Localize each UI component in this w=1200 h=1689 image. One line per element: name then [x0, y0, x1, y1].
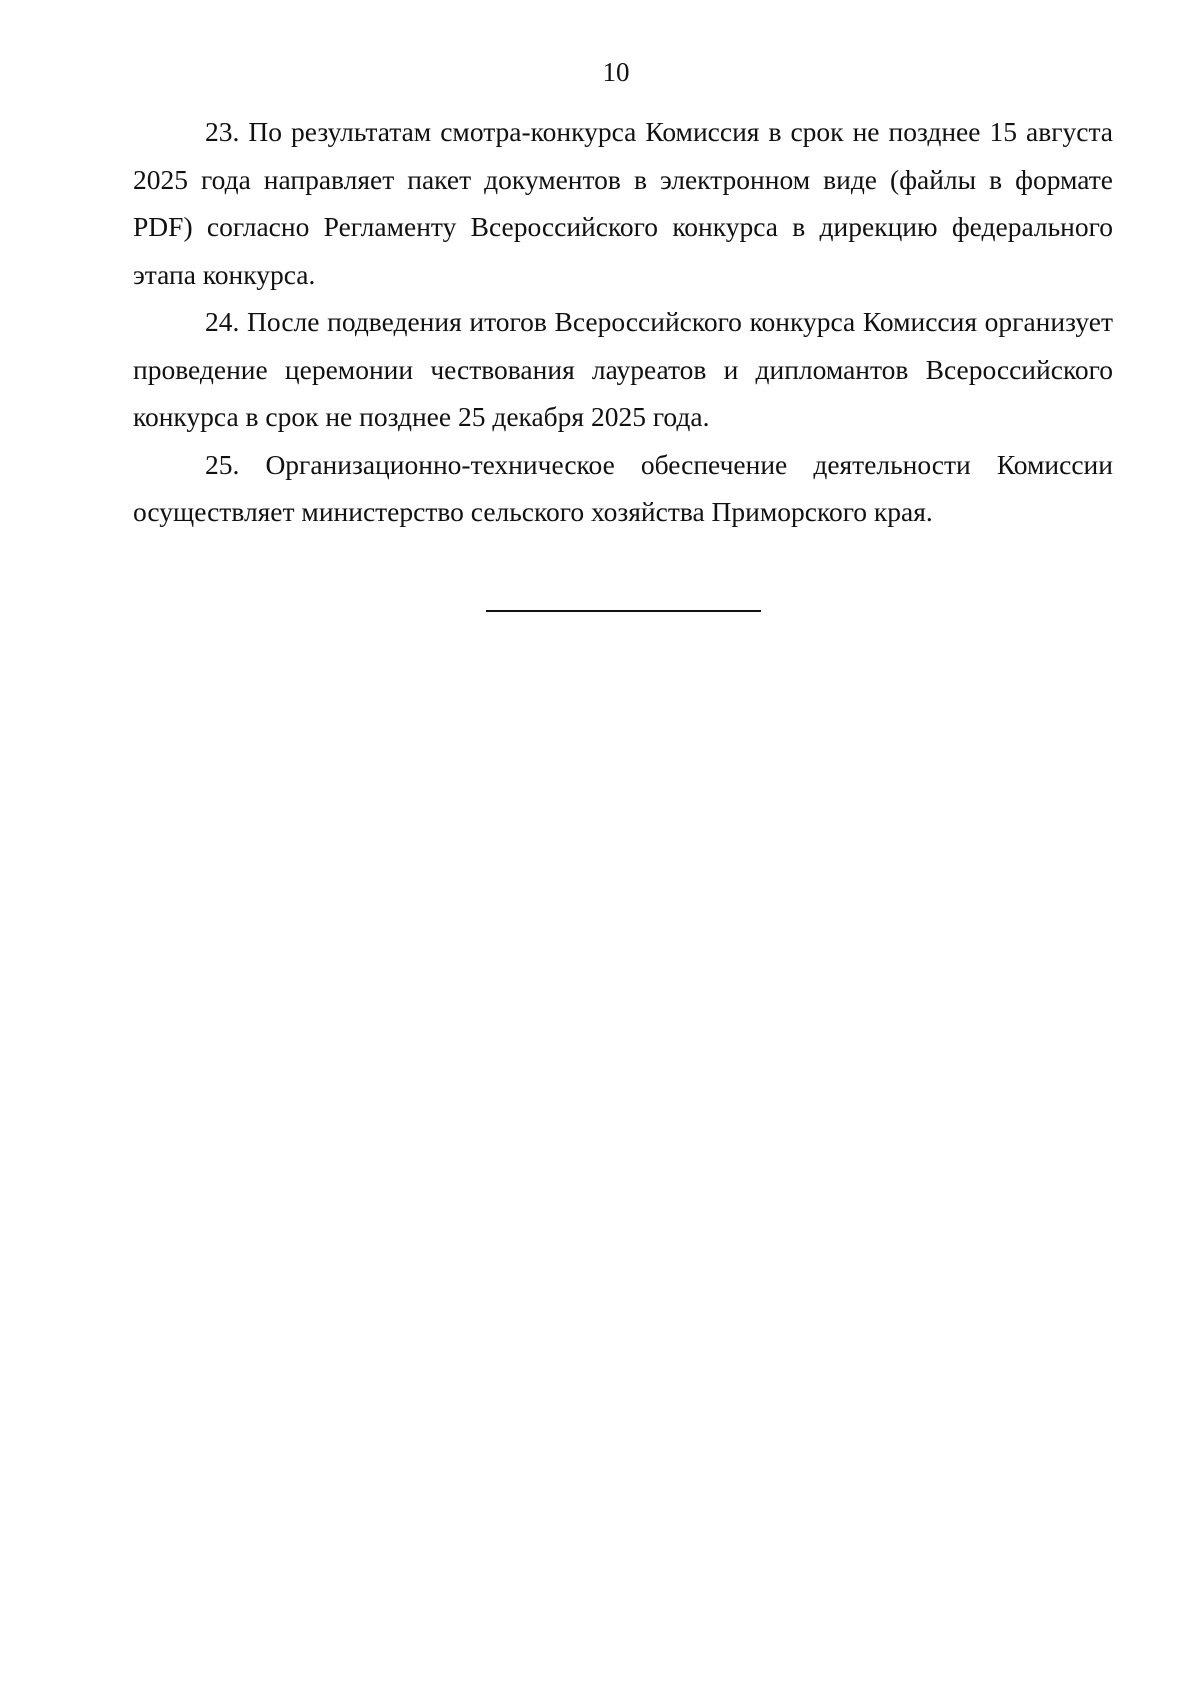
paragraph-25: 25. Организационно-техническое обеспечение деятельности Комиссии осуществляет министерство сельского хозяйства Приморского края. [133, 448, 1113, 527]
page-number: 10 [602, 57, 630, 87]
document-body [133, 108, 1113, 536]
paragraph-24: 24. После подведения итогов Всероссийского конкурса Комиссия организует проведение церемонии чествования лауреатов и дипломантов Всероссийского конкурса в срок не позднее 25 декабря 2025 года. [133, 306, 1113, 432]
end-of-document-line [486, 610, 761, 612]
paragraph-23: 23. По результатам смотра-конкурса Комиссия в срок не позднее 15 августа 2025 года направляет пакет документов в электронном виде (файлы в формате PDF) согласно Регламенту Всероссийского конкурса в дирекцию федерального этапа конкурса. [133, 116, 1113, 290]
